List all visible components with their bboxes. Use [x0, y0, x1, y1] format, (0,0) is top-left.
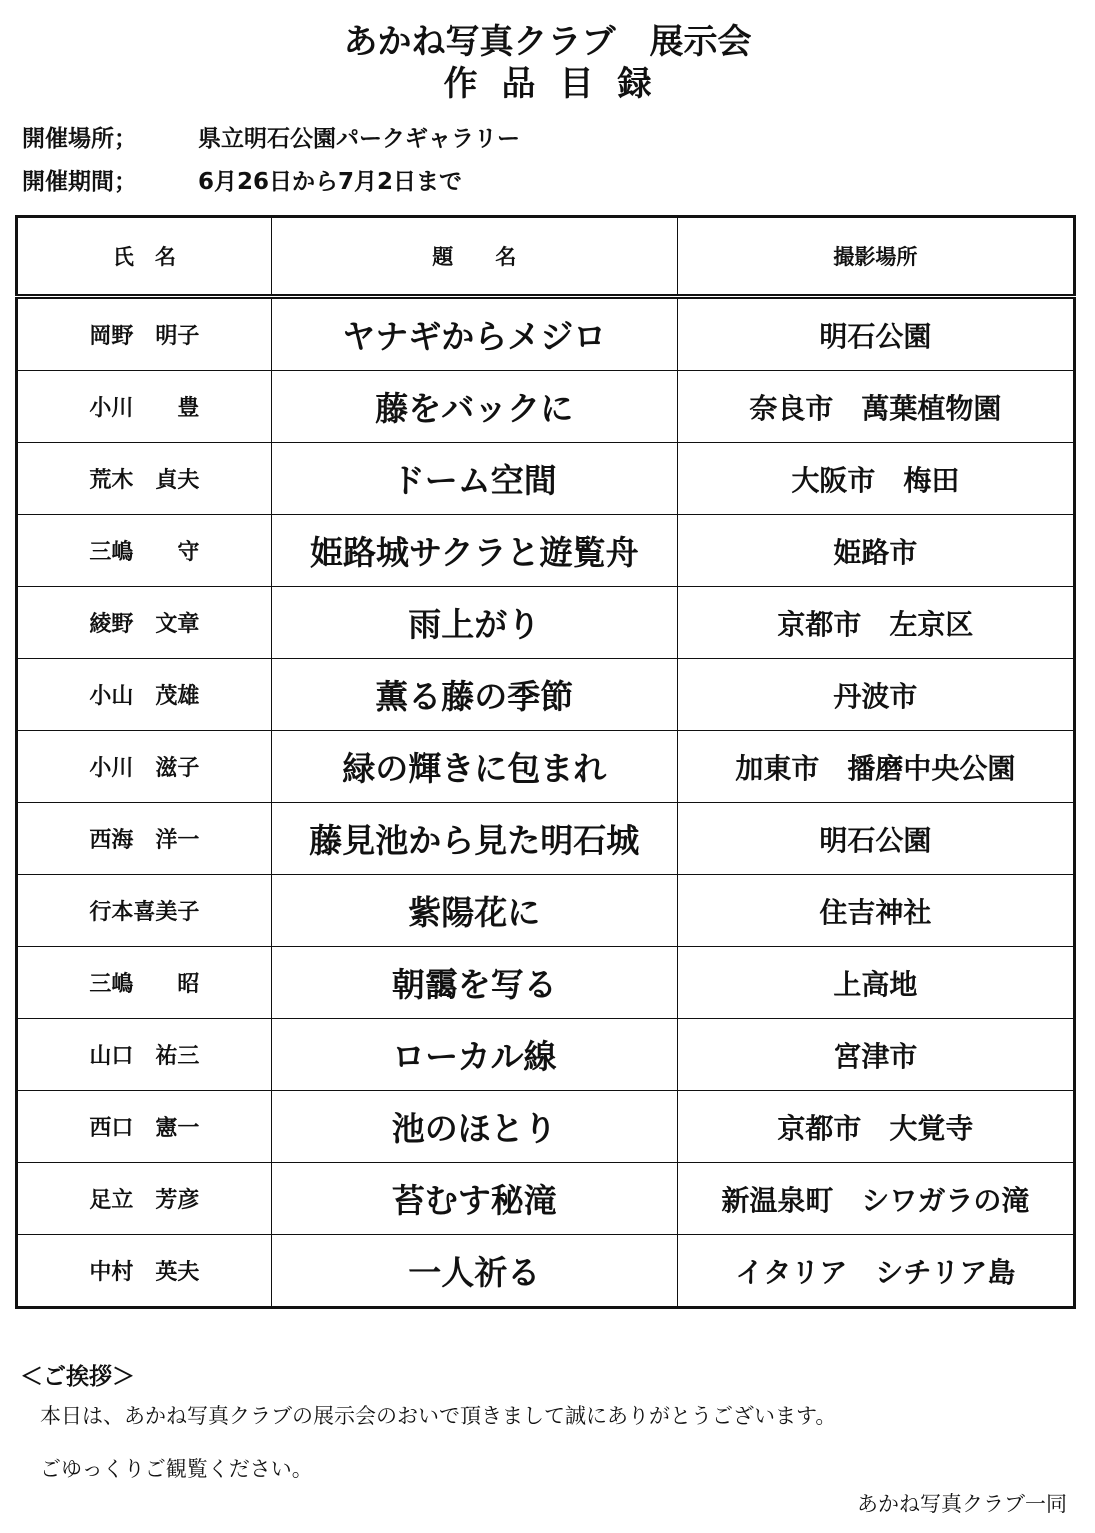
- shooting-location: 宮津市: [677, 1019, 1074, 1091]
- artist-name: 西口 憲一: [17, 1091, 272, 1163]
- signature: あかね写真クラブ一同: [857, 1492, 1067, 1516]
- shooting-location: 新温泉町 シワガラの滝: [677, 1163, 1074, 1235]
- catalog-table: [15, 215, 1076, 1309]
- greeting-line-1: 本日は、あかね写真クラブの展示会のおいで頂きまして誠にありがとうございます。: [40, 1404, 837, 1428]
- table-row: [17, 443, 1075, 515]
- table-row: [17, 371, 1075, 443]
- table-body: [17, 297, 1075, 1308]
- page-subtitle: 作品目録: [443, 64, 676, 104]
- work-title: 藤見池から見た明石城: [271, 803, 677, 875]
- table-row: [17, 297, 1075, 371]
- artist-name: 荒木 貞夫: [17, 443, 272, 515]
- work-title: 姫路城サクラと遊覧舟: [271, 515, 677, 587]
- artist-name: 三嶋 昭: [17, 947, 272, 1019]
- shooting-location: 明石公園: [677, 803, 1074, 875]
- period-value: 6月26日から7月2日まで: [198, 169, 463, 195]
- table-row: [17, 875, 1075, 947]
- artist-name: 足立 芳彦: [17, 1163, 272, 1235]
- table-header-row: [17, 217, 1075, 297]
- page-title: あかね写真クラブ 展示会: [343, 22, 752, 62]
- work-title: ローカル線: [271, 1019, 677, 1091]
- table-row: [17, 1163, 1075, 1235]
- venue-label: 開催場所；: [22, 126, 137, 152]
- table-row: [17, 1235, 1075, 1308]
- artist-name: 小川 豊: [17, 371, 272, 443]
- table-row: [17, 587, 1075, 659]
- shooting-location: イタリア シチリア島: [677, 1235, 1074, 1308]
- shooting-location: 姫路市: [677, 515, 1074, 587]
- work-title: 雨上がり: [271, 587, 677, 659]
- venue-row: [22, 124, 520, 154]
- table-row: [17, 515, 1075, 587]
- shooting-location: 京都市 左京区: [677, 587, 1074, 659]
- shooting-location: 奈良市 萬葉植物園: [677, 371, 1074, 443]
- artist-name: 小山 茂雄: [17, 659, 272, 731]
- shooting-location: 住吉神社: [677, 875, 1074, 947]
- work-title: 緑の輝きに包まれ: [271, 731, 677, 803]
- work-title: 苔むす秘滝: [271, 1163, 677, 1235]
- work-title: 一人祈る: [271, 1235, 677, 1308]
- work-title: ドーム空間: [271, 443, 677, 515]
- shooting-location: 大阪市 梅田: [677, 443, 1074, 515]
- table-row: [17, 659, 1075, 731]
- table-row: [17, 731, 1075, 803]
- header-name: 氏 名: [17, 217, 272, 297]
- work-title: 藤をバックに: [271, 371, 677, 443]
- work-title: ヤナギからメジロ: [271, 297, 677, 371]
- artist-name: 行本喜美子: [17, 875, 272, 947]
- work-title: 薫る藤の季節: [271, 659, 677, 731]
- work-title: 池のほとり: [271, 1091, 677, 1163]
- greeting-line-2: ごゆっくりご観覧ください。: [40, 1457, 313, 1481]
- header-title: 題 名: [271, 217, 677, 297]
- table-row: [17, 1091, 1075, 1163]
- header-place: 撮影場所: [677, 217, 1074, 297]
- artist-name: 岡野 明子: [17, 297, 272, 371]
- shooting-location: 加東市 播磨中央公園: [677, 731, 1074, 803]
- artist-name: 三嶋 守: [17, 515, 272, 587]
- greeting-heading: ＜ご挨拶＞: [20, 1364, 135, 1390]
- artist-name: 西海 洋一: [17, 803, 272, 875]
- shooting-location: 上高地: [677, 947, 1074, 1019]
- shooting-location: 京都市 大覚寺: [677, 1091, 1074, 1163]
- table-row: [17, 1019, 1075, 1091]
- work-title: 紫陽花に: [271, 875, 677, 947]
- work-title: 朝靄を写る: [271, 947, 677, 1019]
- artist-name: 中村 英夫: [17, 1235, 272, 1308]
- period-label: 開催期間；: [22, 169, 137, 195]
- shooting-location: 明石公園: [677, 297, 1074, 371]
- artist-name: 山口 祐三: [17, 1019, 272, 1091]
- table-row: [17, 947, 1075, 1019]
- artist-name: 小川 滋子: [17, 731, 272, 803]
- venue-value: 県立明石公園パークギャラリー: [198, 126, 520, 152]
- table-row: [17, 803, 1075, 875]
- artist-name: 綾野 文章: [17, 587, 272, 659]
- period-row: [22, 167, 462, 197]
- shooting-location: 丹波市: [677, 659, 1074, 731]
